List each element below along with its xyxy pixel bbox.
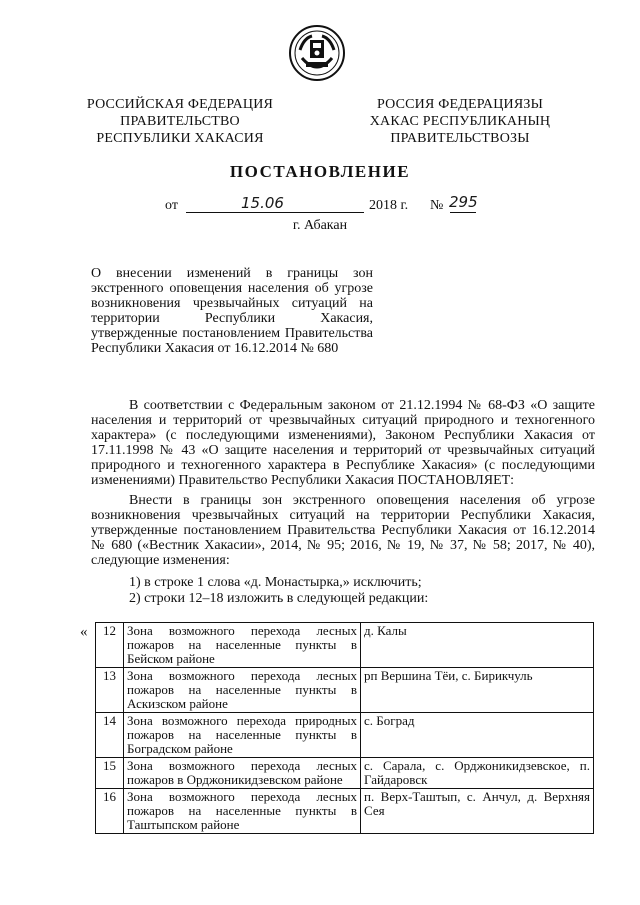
row-number: 15 <box>96 758 124 789</box>
row-number: 12 <box>96 623 124 668</box>
settlements: с. Сарала, с. Орджоникидзевское, п. Гайдаровск <box>361 758 594 789</box>
number-handwritten: 295 <box>449 193 478 211</box>
date-year: 2018 г. <box>369 198 409 213</box>
header-left-line-3: РЕСПУБЛИКИ ХАКАСИЯ <box>96 131 264 146</box>
table-row <box>96 713 594 758</box>
row-number: 14 <box>96 713 124 758</box>
row-number: 16 <box>96 789 124 834</box>
amendment-item-1: 1) в строке 1 слова «д. Монастырка,» исключить; <box>129 575 422 590</box>
header-left <box>80 96 280 147</box>
table-row <box>96 758 594 789</box>
header-left-line-2: ПРАВИТЕЛЬСТВО <box>120 114 240 129</box>
number-label: № <box>430 198 444 213</box>
header-right-line-2: ХАКАС РЕСПУБЛИКАНЫҢ <box>369 114 551 129</box>
settlements: д. Калы <box>361 623 594 668</box>
number-underline <box>450 212 476 213</box>
settlements: п. Верх-Таштып, с. Анчул, д. Верхняя Сея <box>361 789 594 834</box>
preamble-paragraph: В соответствии с Федеральным законом от 21.12.1994 № 68-ФЗ «О защите населения и территорий от чрезвычайных ситуаций природного и техногенного характера» (с последующими изменениями), Законом Республики Хакасия от 17.11.1998 № 43 «О защите населения и территорий от чрезвычайных ситуаций природного и техногенного характера в Республике Хакасия» (с последующими изменениями) Правительство Республики Хакасия ПОСТАНОВЛЯЕТ: <box>91 398 595 488</box>
header-left-line-1: РОССИЙСКАЯ ФЕДЕРАЦИЯ <box>86 97 274 112</box>
settlements: рп Вершина Тёи, с. Бирикчуль <box>361 668 594 713</box>
date-underline <box>186 212 364 213</box>
zone-description: Зона возможного перехода лесных пожаров на населенные пункты в Бейском районе <box>124 623 361 668</box>
header-right-line-3: ПРАВИТЕЛЬСТВОЗЫ <box>390 131 530 146</box>
settlements: с. Боград <box>361 713 594 758</box>
table-open-quote: « <box>80 624 88 640</box>
zone-description: Зона возможного перехода лесных пожаров на населенные пункты в Аскизском районе <box>124 668 361 713</box>
zone-description: Зона возможного перехода лесных пожаров на населенные пункты в Таштыпском районе <box>124 789 361 834</box>
decree-paragraph: Внести в границы зон экстренного оповещения населения об угрозе возникновения чрезвычайных ситуаций на территории Республики Хакасия, утвержденные постановлением Правительства Республики Хакасия от 16.12.2014 № 680 («Вестник Хакасии», 2014, № 95; 2016, № 19, № 37, № 58; 2017, № 40), следующие изменения: <box>91 493 595 568</box>
header-right <box>355 96 565 147</box>
zones-table <box>95 622 594 834</box>
date-handwritten: 15.06 <box>241 194 284 212</box>
coat-of-arms-emblem <box>288 24 346 82</box>
date-from-label: от <box>165 198 178 213</box>
document-title: ПОСТАНОВЛЕНИЕ <box>229 162 411 181</box>
row-number: 13 <box>96 668 124 713</box>
amendment-item-2: 2) строки 12–18 изложить в следующей редакции: <box>129 591 429 606</box>
city-label: г. Абакан <box>292 218 348 233</box>
zone-description: Зона возможного перехода лесных пожаров в Орджоникидзевском районе <box>124 758 361 789</box>
header-right-line-1: РОССИЯ ФЕДЕРАЦИЯЗЫ <box>376 97 544 112</box>
table-row <box>96 668 594 713</box>
document-subject: О внесении изменений в границы зон экстренного оповещения населения об угрозе возникновения чрезвычайных ситуаций на территории Республики Хакасия, утвержденные постановлением Правительства Республики Хакасия от 16.12.2014 № 680 <box>91 266 373 356</box>
table-row <box>96 789 594 834</box>
zone-description: Зона возможного перехода природных пожаров на населенные пункты в Боградском районе <box>124 713 361 758</box>
table-row <box>96 623 594 668</box>
